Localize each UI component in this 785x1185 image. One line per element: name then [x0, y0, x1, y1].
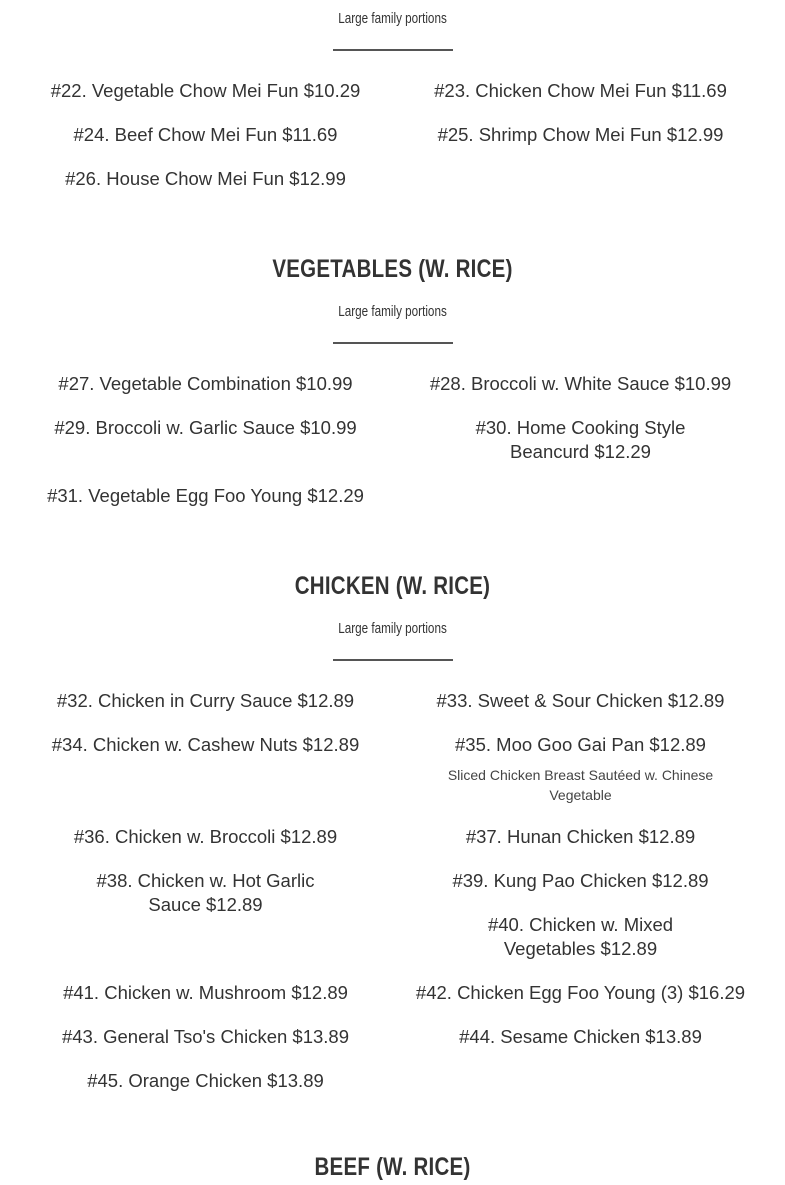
- menu-item-name: #30. Home Cooking Style Beancurd $12.29: [475, 417, 686, 462]
- menu-item-name: #28. Broccoli w. White Sauce $10.99: [429, 373, 732, 394]
- menu-item: [18, 79, 393, 103]
- menu-item: [393, 416, 768, 464]
- section-divider: [333, 659, 453, 661]
- section-subtitle: Large family portions: [338, 303, 447, 320]
- menu-item: [18, 981, 393, 1005]
- section-title: CHICKEN (W. RICE): [294, 572, 491, 600]
- menu-item-name: #33. Sweet & Sour Chicken $12.89: [436, 690, 725, 711]
- menu-item-name: #23. Chicken Chow Mei Fun $11.69: [434, 80, 727, 101]
- menu-item: [393, 689, 768, 713]
- menu-item-name: #42. Chicken Egg Foo Young (3) $16.29: [415, 982, 746, 1003]
- menu-item-name: #37. Hunan Chicken $12.89: [465, 826, 696, 847]
- menu-item-name: #24. Beef Chow Mei Fun $11.69: [73, 124, 338, 145]
- menu-item-name: #32. Chicken in Curry Sauce $12.89: [56, 690, 355, 711]
- menu-item-name: #36. Chicken w. Broccoli $12.89: [73, 826, 338, 847]
- menu-item: [18, 123, 393, 147]
- menu-item-name: #44. Sesame Chicken $13.89: [459, 1026, 702, 1047]
- menu-item-name: #45. Orange Chicken $13.89: [87, 1070, 324, 1091]
- section-divider: [333, 49, 453, 51]
- menu-item: [18, 1069, 393, 1093]
- section-chicken: [0, 568, 785, 1113]
- menu-item-name: #40. Chicken w. Mixed Vegetables $12.89: [487, 914, 674, 959]
- menu-item: [18, 167, 393, 191]
- menu-item: [393, 913, 768, 961]
- menu-item: [18, 484, 393, 508]
- menu-item-spacer: [18, 937, 393, 981]
- menu-item-name: #25. Shrimp Chow Mei Fun $12.99: [437, 124, 724, 145]
- section-vegetables: [0, 251, 785, 528]
- menu-item: [393, 79, 768, 103]
- menu-item: [393, 1025, 768, 1049]
- menu-item: [18, 869, 393, 917]
- section-beef: [0, 1149, 785, 1185]
- menu-item: [18, 733, 393, 805]
- menu-item: [18, 689, 393, 713]
- section-title: VEGETABLES (W. RICE): [272, 255, 513, 283]
- menu-item: [18, 416, 393, 464]
- menu-item-name: #29. Broccoli w. Garlic Sauce $10.99: [54, 417, 357, 438]
- section-title: BEEF (W. RICE): [314, 1153, 471, 1181]
- menu-item: [18, 1025, 393, 1049]
- menu-item-name: #34. Chicken w. Cashew Nuts $12.89: [51, 734, 360, 755]
- menu-item-name: #22. Vegetable Chow Mei Fun $10.29: [50, 80, 361, 101]
- menu-item: [393, 733, 768, 805]
- menu-item: [18, 372, 393, 396]
- menu-item-name: #38. Chicken w. Hot Garlic Sauce $12.89: [96, 870, 315, 915]
- menu-item-name: #31. Vegetable Egg Foo Young $12.29: [47, 485, 364, 506]
- menu-item: [393, 825, 768, 849]
- menu-item-name: #27. Vegetable Combination $10.99: [58, 373, 353, 394]
- menu-grid: [0, 372, 785, 528]
- menu-item-name: #41. Chicken w. Mushroom $12.89: [63, 982, 348, 1003]
- menu-grid: [0, 689, 785, 1113]
- menu-item-name: #39. Kung Pao Chicken $12.89: [452, 870, 709, 891]
- menu-item: [393, 869, 768, 917]
- section-chow-mei-fun: [0, 0, 785, 211]
- menu-item-description: Sliced Chicken Breast Sautéed w. Chinese Vegetable: [447, 767, 714, 803]
- menu-item: [18, 825, 393, 849]
- menu-item: [393, 981, 768, 1005]
- menu-item: [393, 372, 768, 396]
- menu-item-name: #26. House Chow Mei Fun $12.99: [65, 168, 346, 189]
- menu-item-name: #43. General Tso's Chicken $13.89: [61, 1026, 350, 1047]
- menu-item: [393, 123, 768, 147]
- menu-item-name: #35. Moo Goo Gai Pan $12.89: [455, 734, 706, 755]
- section-subtitle: Large family portions: [338, 620, 447, 637]
- menu-grid: [0, 79, 785, 211]
- section-divider: [333, 342, 453, 344]
- section-subtitle: Large family portions: [338, 10, 447, 27]
